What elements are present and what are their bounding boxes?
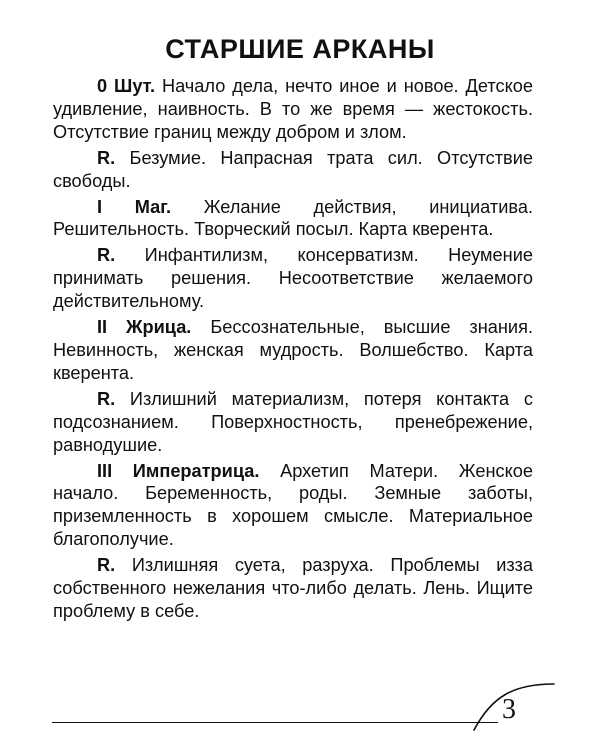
- page-number: 3: [502, 694, 516, 725]
- entry-term: 0 Шут.: [97, 76, 156, 96]
- page-title: СТАРШИЕ АРКАНЫ: [165, 34, 435, 64]
- entry-fool-reversed: [53, 147, 533, 193]
- footer-divider: [52, 722, 498, 723]
- entry-text: Желание действия, инициатива. Решительность. Творческий посыл. Карта кверента.: [53, 196, 533, 240]
- entry-term: III Императрица.: [97, 460, 260, 481]
- entry-term: R.: [97, 147, 116, 168]
- entry-term: I Маг.: [97, 196, 172, 217]
- entry-term: R.: [97, 245, 116, 266]
- entry-term: II Жрица.: [97, 317, 192, 338]
- entry-empress-reversed: [53, 554, 533, 623]
- entry-text: Излишний материализм, потеря контакта с подсознанием. Поверхностность, пренебрежение, равнодушие.: [53, 388, 533, 455]
- entry-term: R.: [97, 388, 116, 409]
- entry-text: Бессознательные, высшие знания. Невинность, женская мудрость. Волшебство. Карта кверента.: [53, 317, 533, 383]
- entry-text: Начало дела, нечто иное и новое. Детское удивление, наивность. В то же время — жестокость. Отсутствие границ между добром и злом.: [53, 76, 533, 142]
- entry-empress: [53, 460, 533, 552]
- arcana-list: [53, 75, 533, 623]
- entry-term: R.: [97, 555, 116, 576]
- entry-magician-reversed: [53, 244, 533, 313]
- entry-priestess: [53, 316, 533, 385]
- entry-text: Архетип Матери. Женское начало. Беременность, роды. Земные заботы, приземленность в хорошем смысле. Материальное благополучие.: [53, 460, 533, 550]
- entry-text: Инфантилизм, консерватизм. Неумение принимать решения. Несоответствие желаемого действительному.: [53, 245, 533, 312]
- entry-magician: [53, 196, 533, 242]
- entry-priestess-reversed: [53, 388, 533, 457]
- entry-text: Безумие. Напрасная трата сил. Отсутствие свободы.: [53, 147, 533, 191]
- entry-text: Излишняя суета, разруха. Проблемы изза собственного нежелания что-либо делать. Лень. Ищите проблему в себе.: [53, 555, 533, 621]
- entry-fool: [53, 75, 533, 144]
